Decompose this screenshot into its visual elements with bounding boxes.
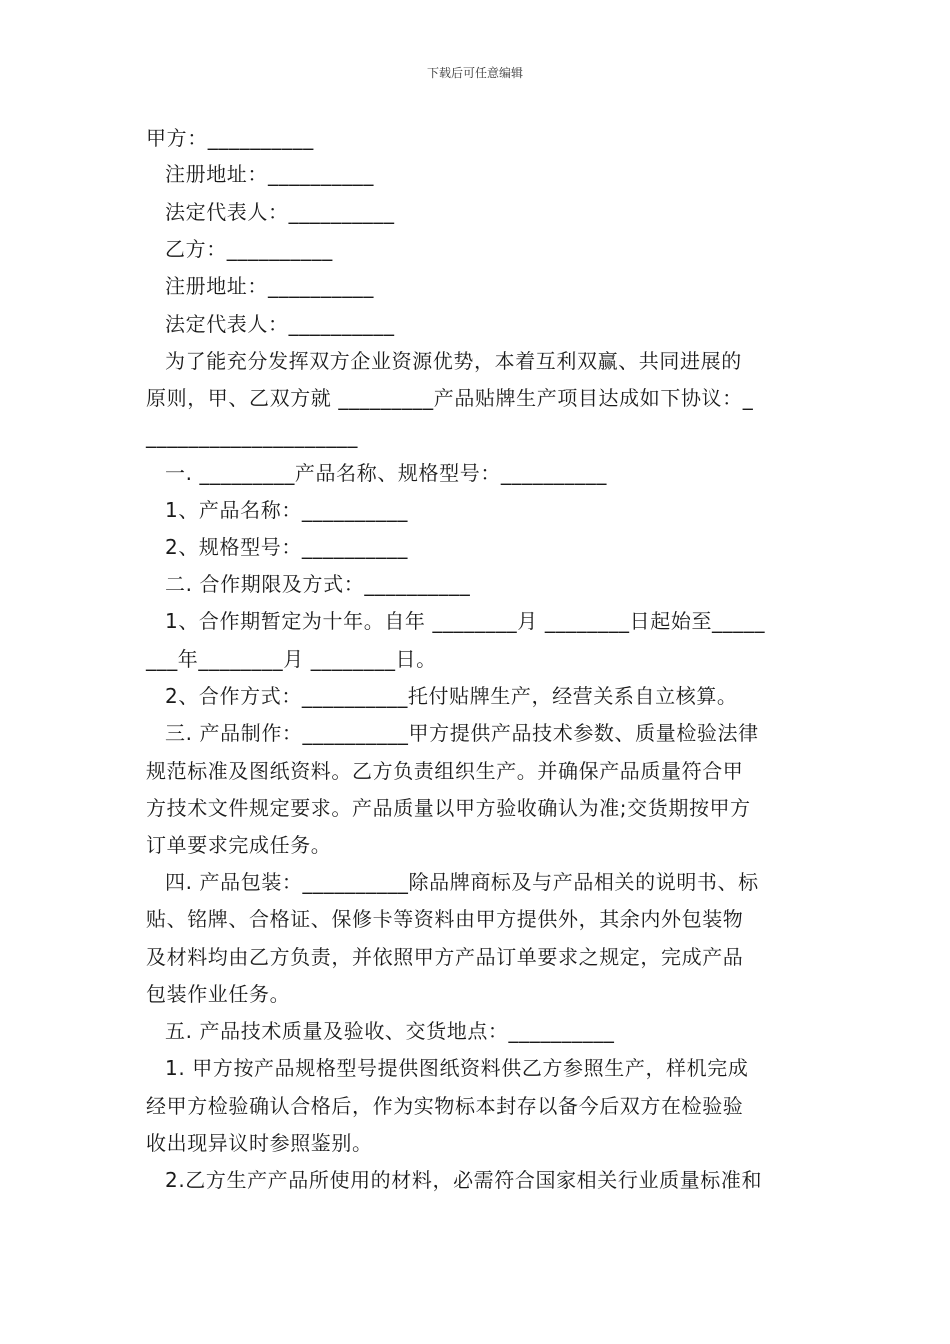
- document-line: ___年________月 ________日。: [146, 647, 437, 671]
- document-line: 原则，甲、乙双方就 _________产品贴牌生产项目达成如下协议：_: [146, 386, 754, 410]
- document-line: 2.乙方生产产品所使用的材料，必需符合国家相关行业质量标准和: [165, 1168, 763, 1192]
- document-line: 规范标准及图纸资料。乙方负责组织生产。并确保产品质量符合甲: [146, 759, 744, 783]
- document-line: 甲方：__________: [146, 126, 314, 150]
- document-line: 一. _________产品名称、规格型号：__________: [165, 461, 607, 485]
- document-line: 为了能充分发挥双方企业资源优势，本着互利双赢、共同进展的: [165, 349, 742, 373]
- document-line: 贴、铭牌、合格证、保修卡等资料由甲方提供外，其余内外包装物: [146, 907, 744, 931]
- document-line: 注册地址：__________: [165, 274, 374, 298]
- document-line: 二. 合作期限及方式：__________: [165, 572, 471, 596]
- document-line: 2、规格型号：__________: [165, 535, 408, 559]
- document-line: 五. 产品技术质量及验收、交货地点：__________: [165, 1019, 615, 1043]
- document-line: 2、合作方式：__________托付贴牌生产，经营关系自立核算。: [165, 684, 738, 708]
- document-line: 四. 产品包装：__________除品牌商标及与产品相关的说明书、标: [165, 870, 759, 894]
- document-line: 法定代表人：__________: [165, 200, 395, 224]
- page-header: 下载后可任意编辑: [426, 66, 523, 80]
- document-line: 乙方：__________: [165, 237, 333, 261]
- document-line: 订单要求完成任务。: [146, 833, 332, 857]
- document-line: 1、产品名称：__________: [165, 498, 408, 522]
- document-line: 1、合作期暂定为十年。自年 ________月 ________日起始至_____: [165, 609, 766, 633]
- document-line: 包装作业任务。: [146, 982, 291, 1006]
- document-line: ____________________: [146, 424, 358, 448]
- document-line: 收出现异议时参照鉴别。: [146, 1131, 373, 1155]
- document-line: 方技术文件规定要求。产品质量以甲方验收确认为准;交货期按甲方: [146, 796, 751, 820]
- document-line: 注册地址：__________: [165, 162, 374, 186]
- document-line: 经甲方检验确认合格后，作为实物标本封存以备今后双方在检验验: [146, 1094, 744, 1118]
- document-line: 三. 产品制作：__________甲方提供产品技术参数、质量检验法律: [165, 721, 759, 745]
- document-line: 法定代表人：__________: [165, 312, 395, 336]
- document-line: 1. 甲方按产品规格型号提供图纸资料供乙方参照生产，样机完成: [165, 1056, 749, 1080]
- document-line: 及材料均由乙方负责，并依照甲方产品订单要求之规定，完成产品: [146, 945, 744, 969]
